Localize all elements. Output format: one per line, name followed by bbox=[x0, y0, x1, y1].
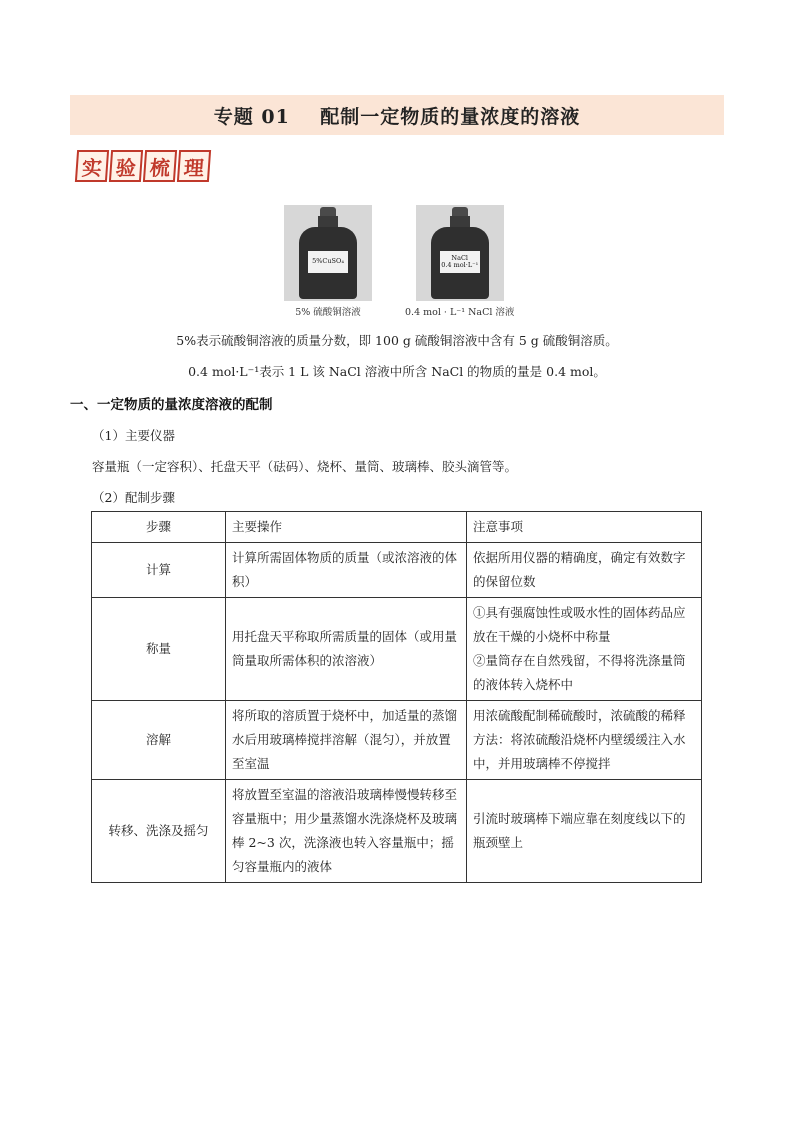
section-heading: 一、一定物质的量浓度溶液的配制 bbox=[70, 397, 273, 413]
intro-line: 0.4 mol·L⁻¹表示 1 L 该 NaCl 溶液中所含 NaCl 的物质的量是 0.4 mol。 bbox=[188, 364, 606, 379]
badge-char: 梳 bbox=[143, 150, 177, 182]
table-row bbox=[92, 598, 702, 701]
badge-char: 理 bbox=[177, 150, 211, 182]
figure-nacl-bottle bbox=[405, 205, 514, 318]
note-line: 引流时玻璃棒下端应靠在刻度线以下的瓶颈壁上 bbox=[473, 811, 686, 850]
note-line: ②量筒存在自然残留，不得将洗涤量筒的液体转入烧杯中 bbox=[473, 653, 686, 692]
subheading: （2）配制步骤 bbox=[92, 490, 175, 505]
bottle-label bbox=[440, 251, 480, 273]
bottle-label bbox=[308, 251, 348, 273]
bottle-label-text: NaCl bbox=[451, 253, 469, 262]
table-header: 主要操作 bbox=[226, 512, 467, 543]
note-line: ①具有强腐蚀性或吸水性的固体药品应放在干燥的小烧杯中称量 bbox=[473, 605, 686, 644]
title-banner bbox=[70, 95, 724, 135]
step-name: 计算 bbox=[92, 543, 226, 598]
step-notes bbox=[467, 543, 702, 598]
figure-caption: 0.4 mol · L⁻¹ NaCl 溶液 bbox=[405, 307, 515, 318]
table-header-row bbox=[92, 512, 702, 543]
step-operation: 将所取的溶质置于烧杯中，加适量的蒸馏水后用玻璃棒搅拌溶解（混匀），并放置至室温 bbox=[226, 701, 467, 780]
badge-char: 实 bbox=[75, 150, 109, 182]
step-name: 溶解 bbox=[92, 701, 226, 780]
step-operation: 用托盘天平称取所需质量的固体（或用量筒量取所需体积的浓溶液） bbox=[226, 598, 467, 701]
table-header: 注意事项 bbox=[467, 512, 702, 543]
table-row bbox=[92, 701, 702, 780]
instrument-list: 容量瓶（一定容积）、托盘天平（砝码）、烧杯、量筒、玻璃棒、胶头滴管等。 bbox=[92, 459, 518, 474]
note-line: 用浓硫酸配制稀硫酸时，浓硫酸的稀释方法：将浓硫酸沿烧杯内壁缓缓注入水中，并用玻璃棒不停搅拌 bbox=[473, 708, 686, 771]
page-title: 专题 01 配制一定物质的量浓度的溶液 bbox=[213, 105, 581, 128]
intro-line: 5%表示硫酸铜溶液的质量分数，即 100 g 硫酸铜溶液中含有 5 g 硫酸铜溶质。 bbox=[176, 333, 618, 348]
step-name: 转移、洗涤及摇匀 bbox=[92, 780, 226, 883]
bottle-photo bbox=[416, 205, 504, 301]
step-operation: 计算所需固体物质的质量（或浓溶液的体积） bbox=[226, 543, 467, 598]
bottle-photo bbox=[284, 205, 372, 301]
step-notes bbox=[467, 780, 702, 883]
table-row bbox=[92, 543, 702, 598]
steps-table bbox=[91, 511, 702, 883]
table-row bbox=[92, 780, 702, 883]
note-line: 依据所用仪器的精确度，确定有效数字的保留位数 bbox=[473, 550, 686, 589]
bottle-label-text: 5%CuSO₄ bbox=[312, 257, 344, 266]
section-badge bbox=[76, 150, 210, 182]
badge-char: 验 bbox=[109, 150, 143, 182]
step-notes bbox=[467, 701, 702, 780]
table-header: 步骤 bbox=[92, 512, 226, 543]
bottle-label-text: 0.4 mol·L⁻¹ bbox=[441, 261, 479, 269]
step-operation: 将放置至室温的溶液沿玻璃棒慢慢转移至容量瓶中；用少量蒸馏水洗涤烧杯及玻璃棒 2~3 次，洗涤液也转入容量瓶中；摇匀容量瓶内的液体 bbox=[226, 780, 467, 883]
step-notes bbox=[467, 598, 702, 701]
figure-caption: 5% 硫酸铜溶液 bbox=[295, 307, 361, 318]
figure-cuso4-bottle bbox=[284, 205, 372, 318]
step-name: 称量 bbox=[92, 598, 226, 701]
subheading: （1）主要仪器 bbox=[92, 428, 175, 443]
